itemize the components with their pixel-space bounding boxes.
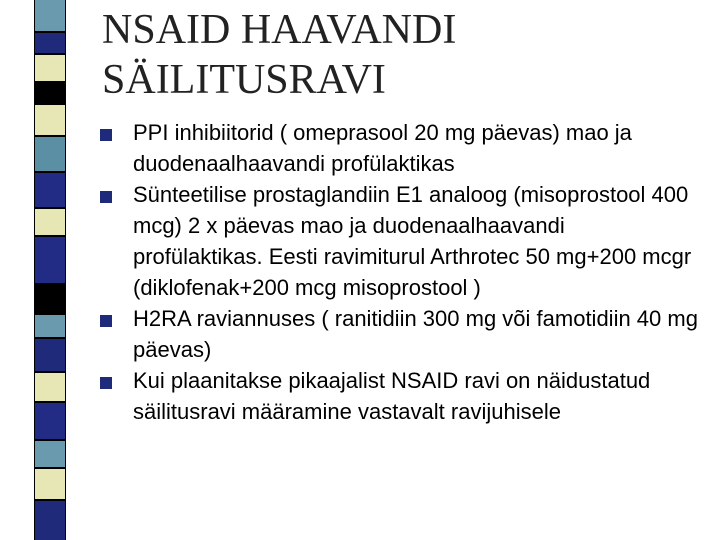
bullet-text: PPI inhibiitorid ( omeprasool 20 mg päevas) mao ja duodenaalhaavandi profülaktikas: [133, 120, 632, 176]
stripe-block: [34, 500, 66, 540]
title-line-2: SÄILITUSRAVI: [102, 57, 386, 103]
square-bullet-icon: [100, 377, 112, 389]
bullet-list: [100, 117, 700, 427]
title-line-1: NSAID HAAVANDI: [102, 7, 457, 53]
bullet-item: [100, 303, 700, 365]
bullet-text: H2RA raviannuses ( ranitidiin 300 mg või famotidiin 40 mg päevas): [133, 306, 698, 362]
stripe-block: [34, 440, 66, 468]
stripe-block: [34, 314, 66, 338]
stripe-block: [34, 372, 66, 402]
stripe-block: [34, 82, 66, 104]
square-bullet-icon: [100, 315, 112, 327]
stripe-block: [34, 32, 66, 54]
slide-title: [102, 5, 456, 105]
stripe-block: [34, 236, 66, 284]
square-bullet-icon: [100, 129, 112, 141]
stripe-block: [34, 402, 66, 440]
stripe-block: [34, 338, 66, 372]
stripe-block: [34, 468, 66, 500]
stripe-block: [34, 0, 66, 32]
stripe-block: [34, 284, 66, 314]
stripe-block: [34, 208, 66, 236]
stripe-block: [34, 172, 66, 208]
stripe-block: [34, 136, 66, 172]
bullet-item: [100, 179, 700, 303]
square-bullet-icon: [100, 191, 112, 203]
bullet-text: Sünteetilise prostaglandiin E1 analoog (misoprostool 400 mcg) 2 x päevas mao ja duodenaalhaavandi profülaktikas. Eesti ravimiturul Arthrotec 50 mg+200 mcgr (diklofenak+200 mcg misoprostool ): [133, 182, 692, 300]
stripe-block: [34, 104, 66, 136]
bullet-text: Kui plaanitakse pikaajalist NSAID ravi on näidustatud säilitusravi määramine vastavalt ravijuhisele: [133, 368, 651, 424]
bullet-item: [100, 365, 700, 427]
stripe-block: [34, 54, 66, 82]
decorative-stripe: [0, 0, 66, 540]
bullet-item: [100, 117, 700, 179]
